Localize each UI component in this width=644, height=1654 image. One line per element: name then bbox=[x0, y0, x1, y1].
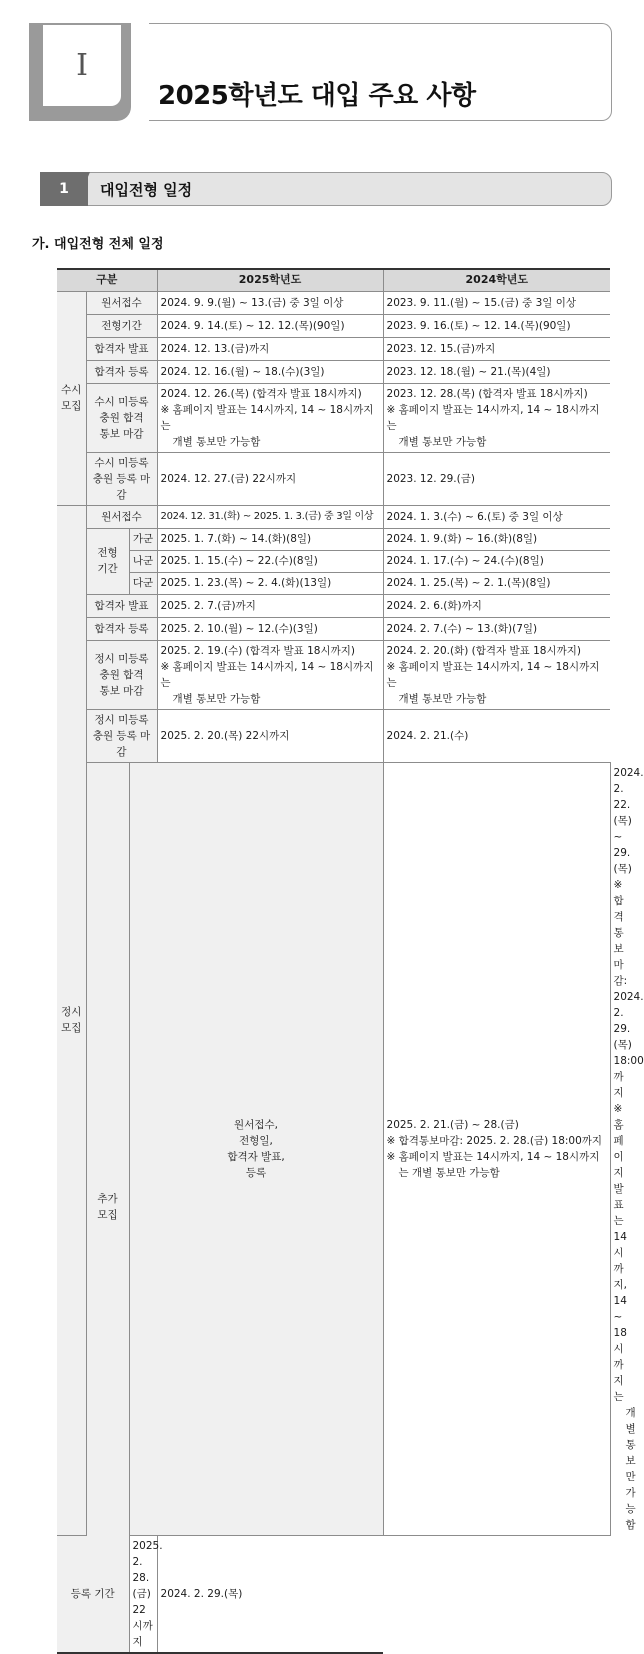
group-jeonhyeong: 전형 기간 bbox=[86, 528, 129, 594]
cell-2024: 2024. 2. 7.(수) ~ 13.(화)(7일) bbox=[383, 617, 610, 640]
cell-2024 bbox=[383, 640, 610, 709]
row-label: 합격자 발표 bbox=[86, 594, 157, 617]
cell-2024: 2024. 2. 21.(수) bbox=[383, 709, 610, 762]
cell-2025: 2025. 1. 15.(수) ~ 22.(수)(8일) bbox=[157, 550, 383, 572]
header-2024: 2024학년도 bbox=[383, 269, 610, 291]
cell-2025 bbox=[383, 762, 610, 1535]
row-label: 합격자 발표 bbox=[86, 337, 157, 360]
group-jeongsi: 정시 모집 bbox=[57, 505, 86, 1535]
cell-line: ※ 홈페이지 발표는 14시까지, 14 ~ 18시까지는 bbox=[160, 403, 374, 432]
subsection-title: 가. 대입전형 전체 일정 bbox=[32, 237, 164, 252]
cell-line: 개별 통보만 가능함 bbox=[398, 435, 487, 448]
cell-2024: 2024. 2. 6.(화)까지 bbox=[383, 594, 610, 617]
cell-2025: 2024. 12. 31.(화) ~ 2025. 1. 3.(금) 중 3일 이상 bbox=[157, 505, 383, 528]
cell-line: ※ 홈페이지 발표는 14시까지, 14 ~ 18시까지는 bbox=[386, 403, 600, 432]
row-label: 등록 기간 bbox=[57, 1535, 129, 1653]
row-label: 다군 bbox=[129, 572, 157, 594]
section-number-slant bbox=[76, 172, 90, 206]
table-row bbox=[57, 383, 610, 452]
cell-line: 는 개별 통보만 가능함 bbox=[398, 1166, 500, 1179]
cell-line: 개별 통보만 가능함 bbox=[172, 435, 261, 448]
table-row bbox=[57, 360, 610, 383]
row-label: 합격자 등록 bbox=[86, 360, 157, 383]
cell-line: 개별 통보만 가능함 bbox=[172, 692, 261, 705]
table-row bbox=[57, 528, 610, 550]
table-row bbox=[57, 337, 610, 360]
cell-line: ※ 홈페이지 발표는 14시까지, 14 ~ 18시까지 bbox=[386, 1150, 600, 1163]
table-row bbox=[57, 550, 610, 572]
cell-2025: 2024. 9. 14.(토) ~ 12. 12.(목)(90일) bbox=[157, 314, 383, 337]
cell-line: 2023. 12. 28.(목) (합격자 발표 18시까지) bbox=[386, 387, 588, 400]
cell-2024: 2024. 2. 29.(목) bbox=[157, 1535, 383, 1653]
table-row bbox=[57, 505, 610, 528]
cell-2025: 2025. 2. 7.(금)까지 bbox=[157, 594, 383, 617]
cell-line: 2024. 2. 20.(화) (합격자 발표 18시까지) bbox=[386, 644, 582, 657]
row-label: 전형기간 bbox=[86, 314, 157, 337]
row-label-line: 정시 미등록 bbox=[94, 713, 149, 726]
row-label bbox=[129, 762, 383, 1535]
cell-line: ※ 합격통보마감: 2025. 2. 28.(금) 18:00까지 bbox=[386, 1134, 603, 1147]
row-label: 원서접수 bbox=[86, 291, 157, 314]
cell-2024: 2024. 1. 3.(수) ~ 6.(토) 중 3일 이상 bbox=[383, 505, 610, 528]
row-label-line: 충원 등록 마감 bbox=[92, 472, 151, 501]
table-row bbox=[57, 709, 610, 762]
row-label-line: 등록 bbox=[245, 1166, 267, 1179]
cell-2025 bbox=[157, 383, 383, 452]
row-label bbox=[86, 383, 157, 452]
cell-line: ※ 홈페이지 발표는 14시까지, 14 ~ 18시까지는 bbox=[386, 660, 600, 689]
cell-2024 bbox=[383, 383, 610, 452]
cell-2024: 2024. 1. 9.(화) ~ 16.(화)(8일) bbox=[383, 528, 610, 550]
row-label-line: 합격자 발표, bbox=[227, 1150, 285, 1163]
table-row: 추가 모집 원서접수, 전형일, 합격자 발표, 등록 2025. 2. 21.(금) ~ 28.(금) ※ 합격통보마감: 2025. 2. 28.(금) 18:00까지 ※ 홈페이지 발표는 14시까지, 14 ~ 18시까지 는 개별 통보만 가능함 2024. 2. 22.(목) ~ 29.(목) ※ 합격통보마감: 2024. 2. 29.(목) 18:00까지 ※ 홈페이지 발표는 14시까지, 14 ~ 18시까지는 개별 통보만 가능함 bbox=[57, 762, 610, 1535]
row-label: 가군 bbox=[129, 528, 157, 550]
cell-2024: 2024. 1. 17.(수) ~ 24.(수)(8일) bbox=[383, 550, 610, 572]
cell-2025: 2025. 2. 28.(금) 22시까지 bbox=[129, 1535, 157, 1653]
row-label-line: 충원 합격 bbox=[99, 411, 144, 424]
table-row bbox=[57, 452, 610, 505]
header-2025: 2025학년도 bbox=[157, 269, 383, 291]
chapter-title: 2025학년도 대입 주요 사항 bbox=[158, 81, 476, 111]
row-label-line: 정시 미등록 bbox=[94, 652, 149, 665]
cell-2025: 2024. 12. 27.(금) 22시까지 bbox=[157, 452, 383, 505]
table-row bbox=[57, 291, 610, 314]
cell-2025: 2025. 2. 20.(목) 22시까지 bbox=[157, 709, 383, 762]
table-header-row bbox=[57, 269, 610, 291]
cell-line: 개별 통보만 가능함 bbox=[625, 1406, 636, 1531]
cell-line: 2024. 12. 26.(목) (합격자 발표 18시까지) bbox=[160, 387, 362, 400]
cell-2025: 2024. 9. 9.(월) ~ 13.(금) 중 3일 이상 bbox=[157, 291, 383, 314]
group-susi: 수시 모집 bbox=[57, 291, 86, 505]
table-row bbox=[57, 314, 610, 337]
cell-2024: 2023. 9. 16.(토) ~ 12. 14.(목)(90일) bbox=[383, 314, 610, 337]
section-title: 대입전형 일정 bbox=[100, 181, 193, 199]
cell-2025: 2025. 1. 23.(목) ~ 2. 4.(화)(13일) bbox=[157, 572, 383, 594]
cell-2025 bbox=[157, 640, 383, 709]
row-label bbox=[86, 452, 157, 505]
cell-2024: 2023. 12. 18.(월) ~ 21.(목)(4일) bbox=[383, 360, 610, 383]
row-label-line: 원서접수, bbox=[234, 1118, 278, 1131]
row-label: 합격자 등록 bbox=[86, 617, 157, 640]
chapter-numeral: I bbox=[43, 25, 121, 106]
group-chuga: 추가 모집 bbox=[86, 762, 129, 1653]
table-row bbox=[57, 617, 610, 640]
row-label-line: 전형일, bbox=[239, 1134, 273, 1147]
row-label-line: 수시 미등록 bbox=[94, 456, 149, 469]
table-row bbox=[57, 572, 610, 594]
row-label-line: 통보 마감 bbox=[99, 684, 144, 697]
cell-line: 개별 통보만 가능함 bbox=[398, 692, 487, 705]
cell-2025: 2024. 12. 13.(금)까지 bbox=[157, 337, 383, 360]
cell-2025: 2024. 12. 16.(월) ~ 18.(수)(3일) bbox=[157, 360, 383, 383]
cell-2024: 2024. 1. 25.(목) ~ 2. 1.(목)(8일) bbox=[383, 572, 610, 594]
cell-line: ※ 홈페이지 발표는 14시까지, 14 ~ 18시까지는 bbox=[160, 660, 374, 689]
row-label-line: 충원 합격 bbox=[99, 668, 144, 681]
row-label-line: 통보 마감 bbox=[99, 427, 144, 440]
cell-2024: 2023. 12. 29.(금) bbox=[383, 452, 610, 505]
row-label bbox=[86, 640, 157, 709]
table-row bbox=[57, 640, 610, 709]
header-category: 구분 bbox=[57, 269, 157, 291]
cell-2024: 2023. 12. 15.(금)까지 bbox=[383, 337, 610, 360]
row-label bbox=[86, 709, 157, 762]
cell-line: 2025. 2. 19.(수) (합격자 발표 18시까지) bbox=[160, 644, 356, 657]
section-number: 1 bbox=[40, 172, 88, 206]
row-label: 나군 bbox=[129, 550, 157, 572]
cell-2025: 2025. 1. 7.(화) ~ 14.(화)(8일) bbox=[157, 528, 383, 550]
cell-2025: 2025. 2. 10.(월) ~ 12.(수)(3일) bbox=[157, 617, 383, 640]
cell-line: 2025. 2. 21.(금) ~ 28.(금) bbox=[386, 1118, 519, 1131]
table-row bbox=[57, 1535, 610, 1653]
schedule-table bbox=[57, 268, 644, 1654]
cell-2024: 2023. 9. 11.(월) ~ 15.(금) 중 3일 이상 bbox=[383, 291, 610, 314]
row-label-line: 충원 등록 마감 bbox=[92, 729, 151, 758]
row-label-line: 수시 미등록 bbox=[94, 395, 149, 408]
row-label: 원서접수 bbox=[86, 505, 157, 528]
table-row bbox=[57, 594, 610, 617]
